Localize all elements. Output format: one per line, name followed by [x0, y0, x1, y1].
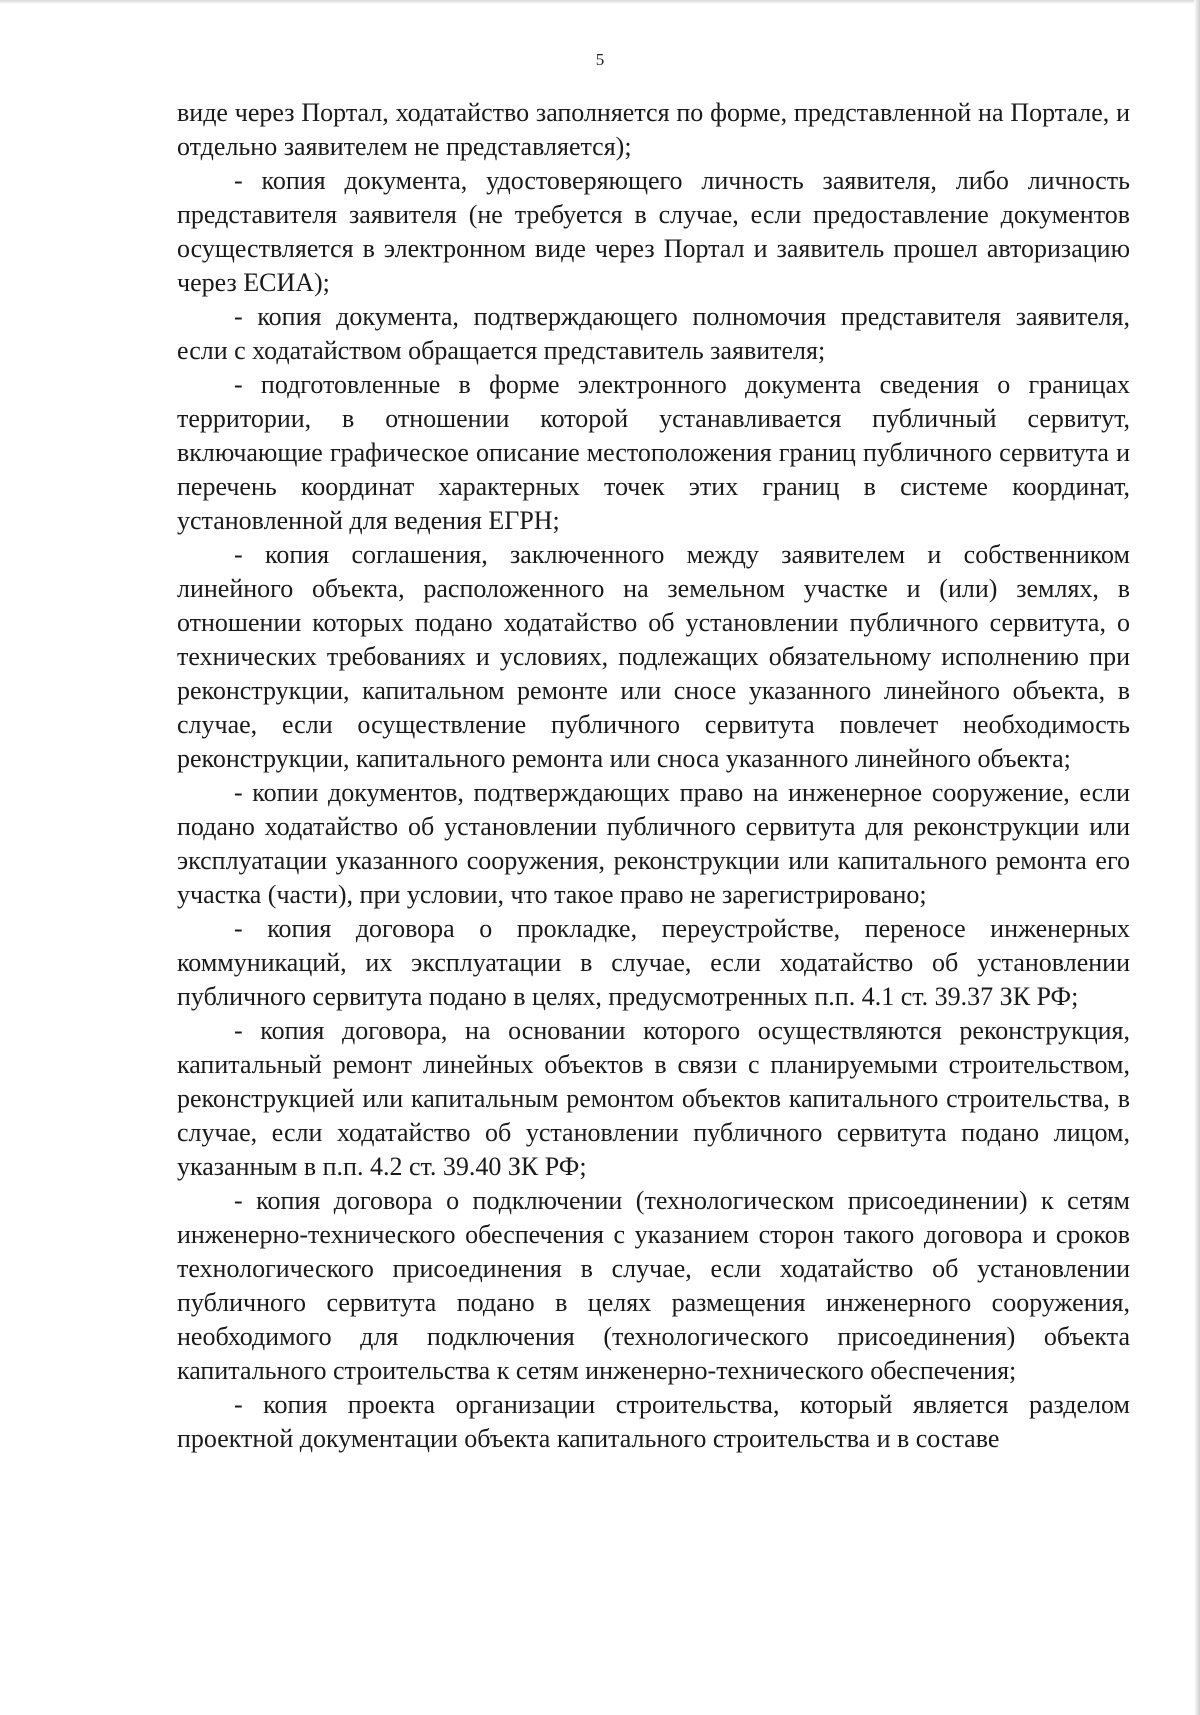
list-item-connection-contract: - копия договора о подключении (технологическом присоединении) к сетям инженерно-технического обеспечения с указанием сторон такого договора и сроков технологического присоединения в случае, если ходатайство об установлении публичного сервитута подано в целях размещения инженерного сооружения, необходимого для подключения (технологического присоединения) объекта капитального строительства к сетям инженерно-технического обеспечения; — [177, 1186, 1130, 1385]
scan-edge-top — [0, 0, 1200, 4]
page-number: 5 — [595, 50, 605, 69]
list-item-laying-contract: - копия договора о прокладке, переустройстве, переносе инженерных коммуникаций, их эксплуатации в случае, если ходатайство об установлении публичного сервитута подано в целях, предусмотренных п.п. 4.1 ст. 39.37 ЗК РФ; — [177, 914, 1130, 1011]
list-item-authority-document: - копия документа, подтверждающего полномочия представителя заявителя, если с ходатайством обращается представитель заявителя; — [177, 302, 1130, 365]
list-item-identity-document: - копия документа, удостоверяющего личность заявителя, либо личность представителя заявителя (не требуется в случае, если предоставление документов осуществляется в электронном виде через Портал и заявитель прошел авторизацию через ЕСИА); — [177, 166, 1130, 297]
list-item-boundary-info: - подготовленные в форме электронного документа сведения о границах территории, в отношении которой устанавливается публичный сервитут, включающие графическое описание местоположения границ публичного сервитута и перечень координат характерных точек этих границ в системе координат, установленной для ведения ЕГРН; — [177, 370, 1130, 535]
list-item-agreement-copy: - копия соглашения, заключенного между заявителем и собственником линейного объекта, расположенного на земельном участке и (или) землях, в отношении которых подано ходатайство об установлении публичного сервитута, о технических требованиях и условиях, подлежащих обязательному исполнению при реконструкции, капитальном ремонте или сносе указанного линейного объекта, в случае, если осуществление публичного сервитута повлечет необходимость реконструкции, капитального ремонта или сноса указанного линейного объекта; — [177, 540, 1130, 773]
list-item-reconstruction-contract: - копия договора, на основании которого осуществляются реконструкция, капитальный ремонт линейных объектов в связи с планируемыми строительством, реконструкцией или капитальным ремонтом объектов капитального строительства, в случае, если ходатайство об установлении публичного сервитута подано лицом, указанным в п.п. 4.2 ст. 39.40 ЗК РФ; — [177, 1016, 1130, 1181]
list-item-construction-project: - копия проекта организации строительства, который является разделом проектной документации объекта капитального строительства и в составе — [177, 1390, 1130, 1453]
document-body — [177, 96, 1130, 1456]
paragraph-continuation: виде через Портал, ходатайство заполняется по форме, представленной на Портале, и отдельно заявителем не представляется); — [177, 98, 1130, 161]
list-item-ownership-documents: - копии документов, подтверждающих право на инженерное сооружение, если подано ходатайство об установлении публичного сервитута для реконструкции или эксплуатации указанного сооружения, реконструкции или капитального ремонта его участка (части), при условии, что такое право не зарегистрировано; — [177, 778, 1130, 909]
scan-edge-right — [1194, 0, 1200, 1715]
